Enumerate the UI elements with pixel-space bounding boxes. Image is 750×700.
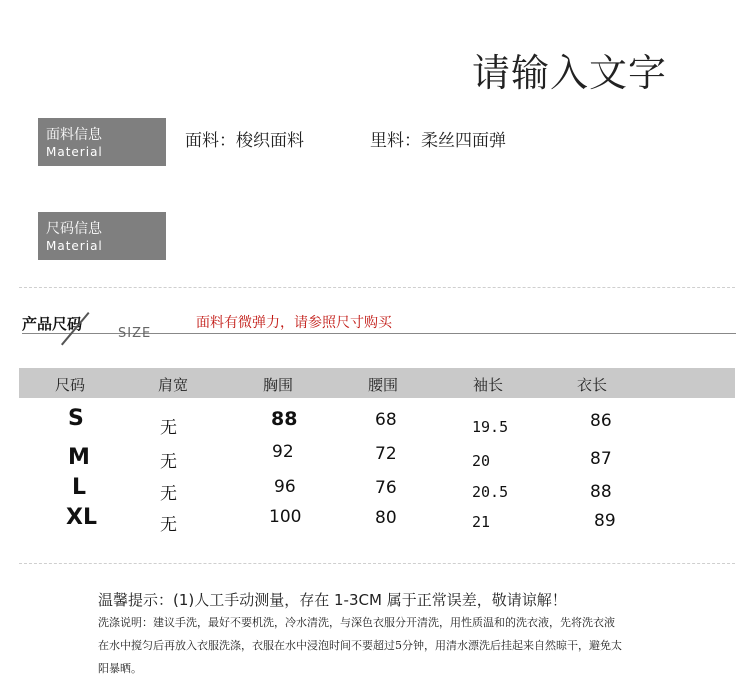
row-s-size: S — [68, 406, 84, 431]
row-m-length: 87 — [590, 449, 612, 469]
row-xl-size: XL — [66, 505, 97, 530]
row-s-chest: 88 — [271, 408, 298, 430]
measurement-tip: 温馨提示：(1)人工手动测量，存在 1-3CM 属于正常误差，敬请谅解！ — [98, 591, 567, 609]
size-info-label-en: Material — [46, 239, 103, 253]
lining-text: 里料：柔丝四面弹 — [370, 131, 506, 151]
page-title: 请输入文字 — [472, 51, 668, 95]
divider-bottom — [19, 563, 735, 564]
row-l-chest: 96 — [274, 477, 296, 497]
row-xl-sleeve: 21 — [472, 513, 491, 531]
row-l-size: L — [72, 475, 87, 500]
divider-top — [19, 287, 735, 288]
header-shoulder: 肩宽 — [158, 376, 189, 394]
header-length: 衣长 — [577, 376, 608, 394]
row-l-sleeve: 20.5 — [472, 483, 509, 501]
row-m-sleeve: 20 — [472, 452, 491, 470]
material-label-en: Material — [46, 145, 103, 159]
size-info-label-cn: 尺码信息 — [46, 221, 102, 237]
row-m-chest: 92 — [272, 442, 294, 462]
header-chest: 胸围 — [263, 376, 294, 394]
row-s-sleeve: 19.5 — [472, 418, 509, 436]
row-xl-length: 89 — [594, 511, 616, 531]
header-size: 尺码 — [55, 376, 86, 394]
row-s-waist: 68 — [375, 410, 397, 430]
row-l-length: 88 — [590, 482, 612, 502]
row-l-waist: 76 — [375, 478, 397, 498]
row-s-shoulder: 无 — [160, 418, 177, 438]
size-section-title-en: SIZE — [118, 326, 152, 341]
row-l-shoulder: 无 — [160, 484, 177, 504]
size-info-label-box — [38, 212, 166, 260]
size-note: 面料有微弹力，请参照尺寸购买 — [196, 315, 392, 331]
fabric-text: 面料：梭织面料 — [185, 131, 304, 151]
material-label-cn: 面料信息 — [46, 127, 102, 143]
size-section-title: 产品尺码 — [22, 315, 83, 333]
row-s-length: 86 — [590, 411, 612, 431]
wash-instructions-line-1: 洗涤说明：建议手洗，最好不要机洗，冷水清洗，与深色衣服分开清洗，用性质温和的洗衣液，先将洗衣液 — [98, 616, 615, 629]
header-waist: 腰围 — [368, 376, 399, 394]
row-m-shoulder: 无 — [160, 452, 177, 472]
row-m-waist: 72 — [375, 444, 397, 464]
row-xl-shoulder: 无 — [160, 515, 177, 535]
wash-instructions-line-2: 在水中搅匀后再放入衣服洗涤，衣服在水中浸泡时间不要超过5分钟，用清水漂洗后挂起来自然晾干，避免太 — [98, 639, 622, 652]
header-sleeve: 袖长 — [473, 376, 504, 394]
row-xl-chest: 100 — [269, 507, 302, 527]
row-xl-waist: 80 — [375, 508, 397, 528]
material-label-box — [38, 118, 166, 166]
row-m-size: M — [68, 445, 90, 470]
wash-instructions-line-3: 阳暴晒。 — [98, 662, 142, 675]
